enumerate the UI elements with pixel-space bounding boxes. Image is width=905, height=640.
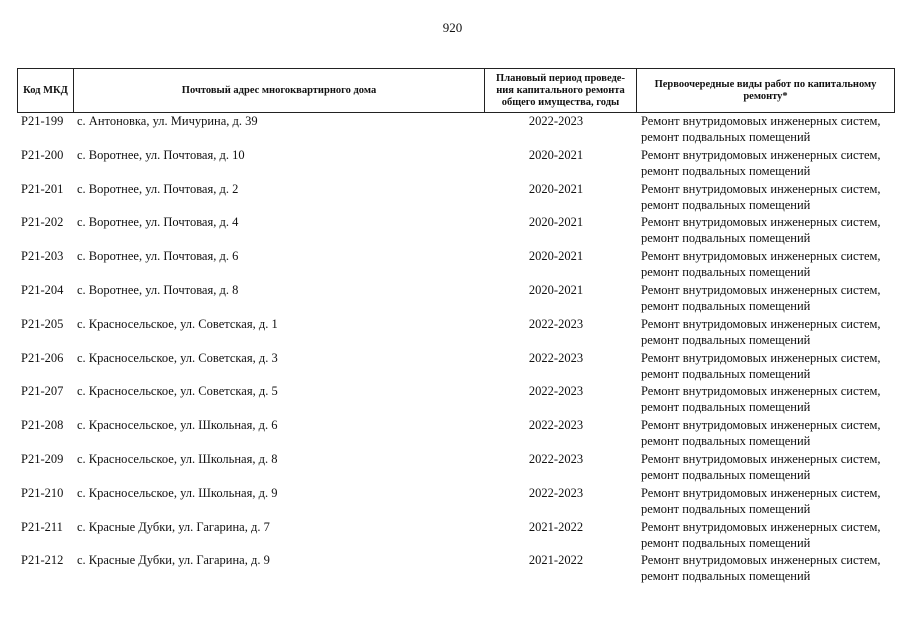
row-works-line-2: ремонт подвальных помещений [641, 569, 811, 584]
row-works-line-2: ремонт подвальных помещений [641, 298, 811, 313]
row-works [636, 113, 895, 147]
row-period: 2022-2023 [528, 384, 584, 399]
row-works-line-2: ремонт подвальных помещений [641, 366, 811, 381]
row-code: Р21-209 [21, 451, 64, 466]
row-code: Р21-202 [21, 215, 64, 230]
table-row [17, 248, 895, 282]
row-works-line-2: ремонт подвальных помещений [641, 332, 811, 347]
row-period: 2020-2021 [528, 181, 584, 196]
table-row [17, 147, 895, 181]
table-body [17, 113, 895, 586]
row-works-line-1: Ремонт внутридомовых инженерных систем, [641, 249, 881, 264]
row-works-line-2: ремонт подвальных помещений [641, 130, 811, 144]
row-period: 2022-2023 [528, 418, 584, 433]
row-works-line-2: ремонт подвальных помещений [641, 400, 811, 415]
row-works [636, 181, 895, 215]
row-address: с. Воротнее, ул. Почтовая, д. 10 [77, 147, 245, 162]
row-period: 2021-2022 [528, 553, 584, 568]
header-code: Код МКД [17, 69, 73, 112]
row-works [636, 383, 895, 417]
row-works [636, 350, 895, 384]
row-works-line-1: Ремонт внутридомовых инженерных систем, [641, 384, 881, 399]
row-period: 2020-2021 [528, 282, 584, 297]
row-code: Р21-208 [21, 418, 64, 433]
row-address: с. Красносельское, ул. Школьная, д. 6 [77, 418, 278, 433]
row-code: Р21-204 [21, 282, 64, 297]
row-code: Р21-199 [21, 114, 64, 128]
row-address: с. Воротнее, ул. Почтовая, д. 2 [77, 181, 239, 196]
row-works-line-2: ремонт подвальных помещений [641, 197, 811, 212]
row-code: Р21-211 [21, 519, 63, 534]
table-row [17, 451, 895, 485]
row-works-line-1: Ремонт внутридомовых инженерных систем, [641, 485, 881, 500]
row-works-line-1: Ремонт внутридомовых инженерных систем, [641, 114, 881, 128]
row-address: с. Воротнее, ул. Почтовая, д. 4 [77, 215, 239, 230]
row-code: Р21-207 [21, 384, 64, 399]
table-row [17, 417, 895, 451]
row-works [636, 248, 895, 282]
row-address: с. Красные Дубки, ул. Гагарина, д. 7 [77, 519, 270, 534]
row-works [636, 417, 895, 451]
header-address: Почтовый адрес многоквартирного дома [73, 69, 484, 112]
row-period: 2022-2023 [528, 114, 584, 128]
table-row [17, 383, 895, 417]
row-works-line-2: ремонт подвальных помещений [641, 163, 811, 178]
row-works-line-2: ремонт подвальных помещений [641, 265, 811, 280]
table-row [17, 113, 895, 147]
row-works-line-1: Ремонт внутридомовых инженерных систем, [641, 215, 881, 230]
row-works [636, 316, 895, 350]
row-works-line-1: Ремонт внутридомовых инженерных систем, [641, 418, 881, 433]
table-header [17, 68, 895, 113]
row-address: с. Воротнее, ул. Почтовая, д. 8 [77, 282, 239, 297]
row-code: Р21-212 [21, 553, 64, 568]
row-works [636, 485, 895, 519]
row-works [636, 451, 895, 485]
row-works-line-2: ремонт подвальных помещений [641, 467, 811, 482]
row-works-line-1: Ремонт внутридомовых инженерных систем, [641, 181, 881, 196]
table-row [17, 181, 895, 215]
row-works [636, 214, 895, 248]
row-address: с. Красные Дубки, ул. Гагарина, д. 9 [77, 553, 270, 568]
row-works-line-1: Ремонт внутридомовых инженерных систем, [641, 519, 881, 534]
table-row [17, 214, 895, 248]
row-address: с. Красносельское, ул. Школьная, д. 9 [77, 485, 278, 500]
table-row [17, 519, 895, 553]
row-works-line-1: Ремонт внутридомовых инженерных систем, [641, 350, 881, 365]
row-works-line-2: ремонт подвальных помещений [641, 501, 811, 516]
row-works-line-1: Ремонт внутридомовых инженерных систем, [641, 147, 881, 162]
row-period: 2020-2021 [528, 249, 584, 264]
page-number: 920 [442, 20, 463, 35]
header-works: Первоочередные виды работ по капитальному ремонту* [636, 69, 895, 112]
row-works [636, 147, 895, 181]
row-code: Р21-210 [21, 485, 64, 500]
row-period: 2020-2021 [528, 147, 584, 162]
row-address: с. Воротнее, ул. Почтовая, д. 6 [77, 249, 239, 264]
row-address: с. Красносельское, ул. Школьная, д. 8 [77, 451, 278, 466]
row-works-line-2: ремонт подвальных помещений [641, 535, 811, 550]
table-row [17, 316, 895, 350]
row-works-line-2: ремонт подвальных помещений [641, 434, 811, 449]
row-code: Р21-206 [21, 350, 64, 365]
row-address: с. Красносельское, ул. Советская, д. 5 [77, 384, 278, 399]
capital-repair-table [17, 68, 895, 586]
row-works-line-1: Ремонт внутридомовых инженерных систем, [641, 553, 881, 568]
row-period: 2022-2023 [528, 485, 584, 500]
row-period: 2020-2021 [528, 215, 584, 230]
row-code: Р21-205 [21, 316, 64, 331]
row-address: с. Антоновка, ул. Мичурина, д. 39 [77, 114, 258, 128]
row-period: 2021-2022 [528, 519, 584, 534]
row-works [636, 519, 895, 553]
row-code: Р21-200 [21, 147, 64, 162]
row-period: 2022-2023 [528, 451, 584, 466]
row-period: 2022-2023 [528, 316, 584, 331]
row-works [636, 282, 895, 316]
row-address: с. Красносельское, ул. Советская, д. 1 [77, 316, 278, 331]
row-works-line-1: Ремонт внутридомовых инженерных систем, [641, 316, 881, 331]
row-code: Р21-201 [21, 181, 64, 196]
row-works-line-1: Ремонт внутридомовых инженерных систем, [641, 282, 881, 297]
row-works-line-1: Ремонт внутридомовых инженерных систем, [641, 451, 881, 466]
row-period: 2022-2023 [528, 350, 584, 365]
row-code: Р21-203 [21, 249, 64, 264]
table-row [17, 552, 895, 586]
header-period: Плановый период проведе-ния капитального ремонта общего имущества, годы [484, 69, 636, 112]
row-works-line-2: ремонт подвальных помещений [641, 231, 811, 246]
table-row [17, 282, 895, 316]
table-row [17, 350, 895, 384]
table-row [17, 485, 895, 519]
row-works [636, 552, 895, 586]
row-address: с. Красносельское, ул. Советская, д. 3 [77, 350, 278, 365]
